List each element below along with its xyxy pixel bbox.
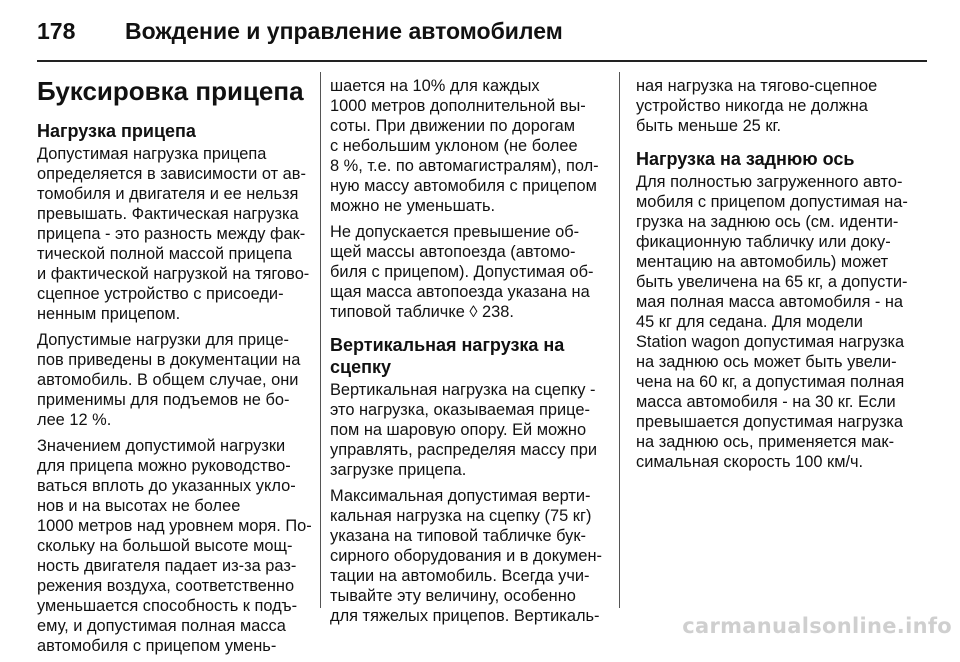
text-line: ную массу автомобиля с прицепом: [330, 177, 597, 195]
text-line: 45 кг для седана. Для модели: [636, 313, 863, 331]
text-line: прицепа - это разность между фак-: [37, 225, 306, 243]
text-line: Допустимые нагрузки для прице-: [37, 331, 290, 349]
text-line: для тяжелых прицепов. Вертикаль-: [330, 607, 600, 625]
text-line: Station wagon допустимая нагрузка: [636, 333, 905, 351]
column-2: [330, 76, 610, 632]
watermark: carmanualsonline.info: [682, 614, 952, 638]
text-line: тации на автомобиль. Всегда учи-: [330, 567, 590, 585]
text-line: биля с прицепом). Допустимая об-: [330, 263, 594, 281]
text-line: загрузке прицепа.: [330, 461, 467, 479]
text-line: ваться вплоть до указанных укло-: [37, 477, 296, 495]
text-line: автомобиля с прицепом умень-: [37, 637, 277, 655]
text-line: нов и на высотах не более: [37, 497, 241, 515]
text-line: 1000 метров над уровнем моря. По-: [37, 517, 312, 535]
text-line: управлять, распределяя массу при: [330, 441, 598, 459]
paragraph: [330, 222, 610, 322]
text-line: тической полной массой прицепа: [37, 245, 293, 263]
text-line: грузка на заднюю ось (см. иденти-: [636, 213, 899, 231]
text-line: устройство никогда не должна: [636, 97, 868, 115]
text-line: автомобиль. В общем случае, они: [37, 371, 299, 389]
chapter-title: Вождение и управление автомобилем: [125, 18, 563, 44]
text-line: масса автомобиля - на 30 кг. Если: [636, 393, 896, 411]
text-line: с небольшим уклоном (не более: [330, 137, 578, 155]
section-title: Буксировка прицепа: [37, 76, 304, 106]
text-line: лее 12 %.: [37, 411, 112, 429]
column-1: [37, 76, 313, 662]
text-line: превышать. Фактическая нагрузка: [37, 205, 299, 223]
text-line: режения воздуха, соответственно: [37, 577, 295, 595]
paragraph: [636, 76, 928, 136]
text-line: сцепку: [330, 357, 391, 377]
text-line: ненным прицепом.: [37, 305, 181, 323]
text-line: это нагрузка, оказываемая прице-: [330, 401, 590, 419]
text-line: щая масса автопоезда указана на: [330, 283, 590, 301]
text-line: Вертикальная нагрузка на: [330, 335, 565, 355]
page-header: [37, 16, 927, 60]
text-line: уменьшается способность к подъ-: [37, 597, 298, 615]
text-line: мобиля с прицепом допустимая на-: [636, 193, 908, 211]
text-line: превышается допустимая нагрузка: [636, 413, 904, 431]
paragraph: [330, 486, 610, 626]
subsection-title-trailer-load: Нагрузка прицепа: [37, 121, 196, 141]
text-line: ная нагрузка на тягово-сцепное: [636, 77, 878, 95]
text-line: ность двигателя падает из-за раз-: [37, 557, 297, 575]
text-line: Вертикальная нагрузка на сцепку -: [330, 381, 596, 399]
paragraph: [37, 330, 313, 430]
text-line: симальная скорость 100 км/ч.: [636, 453, 864, 471]
text-line: быть увеличена на 65 кг, а допусти-: [636, 273, 908, 291]
text-line: сирного оборудования и в докумен-: [330, 547, 602, 565]
text-line: Значением допустимой нагрузки: [37, 437, 286, 455]
text-line: мая полная масса автомобиля - на: [636, 293, 904, 311]
paragraph: [37, 436, 313, 656]
text-line: кальная нагрузка на сцепку (75 кг): [330, 507, 592, 525]
text-line: применимы для подъемов не бо-: [37, 391, 290, 409]
paragraph: [636, 172, 928, 472]
text-line: скольку на большой высоте мощ-: [37, 537, 293, 555]
text-line: тывайте эту величину, особенно: [330, 587, 576, 605]
text-line: пов приведены в документации на: [37, 351, 301, 369]
text-line: 8 %, т.е. по автомагистралям), пол-: [330, 157, 599, 175]
text-line: на заднюю ось, применяется мак-: [636, 433, 895, 451]
column-divider-2: [619, 72, 620, 608]
text-line: быть меньше 25 кг.: [636, 117, 782, 135]
page-reference-line[interactable]: типовой табличке ◊ 238.: [330, 303, 514, 321]
header-rule: [37, 60, 927, 62]
text-line: Не допускается превышение об-: [330, 223, 580, 241]
text-line: шается на 10% для каждых: [330, 77, 540, 95]
text-line: Допустимая нагрузка прицепа: [37, 145, 267, 163]
text-line: щей массы автопоезда (автомо-: [330, 243, 576, 261]
text-line: на заднюю ось может быть увели-: [636, 353, 897, 371]
text-line: томобиля и двигателя и ее нельзя: [37, 185, 299, 203]
paragraph: [330, 380, 610, 480]
text-line: 1000 метров дополнительной вы-: [330, 97, 586, 115]
text-line: пом на шаровую опору. Ей можно: [330, 421, 587, 439]
text-line: Максимальная допустимая верти-: [330, 487, 591, 505]
text-line: для прицепа можно руководство-: [37, 457, 291, 475]
subsection-title-vertical-load: [330, 334, 610, 378]
column-3: [636, 76, 928, 478]
text-line: соты. При движении по дорогам: [330, 117, 576, 135]
subsection-title-rear-axle-load: Нагрузка на заднюю ось: [636, 149, 855, 169]
text-line: Для полностью загруженного авто-: [636, 173, 903, 191]
text-line: определяется в зависимости от ав-: [37, 165, 306, 183]
text-line: фикационную табличку или доку-: [636, 233, 891, 251]
paragraph: [37, 144, 313, 324]
text-line: и фактической нагрузкой на тягово-: [37, 265, 310, 283]
text-line: чена на 60 кг, а допустимая полная: [636, 373, 905, 391]
page-number: 178: [37, 18, 76, 44]
text-line: сцепное устройство с присоеди-: [37, 285, 284, 303]
text-line: можно не уменьшать.: [330, 197, 496, 215]
column-divider-1: [320, 72, 321, 608]
text-line: ментацию на автомобиль) может: [636, 253, 889, 271]
text-line: ему, и допустимая полная масса: [37, 617, 286, 635]
paragraph: [330, 76, 610, 216]
text-line: указана на типовой табличке бук-: [330, 527, 586, 545]
